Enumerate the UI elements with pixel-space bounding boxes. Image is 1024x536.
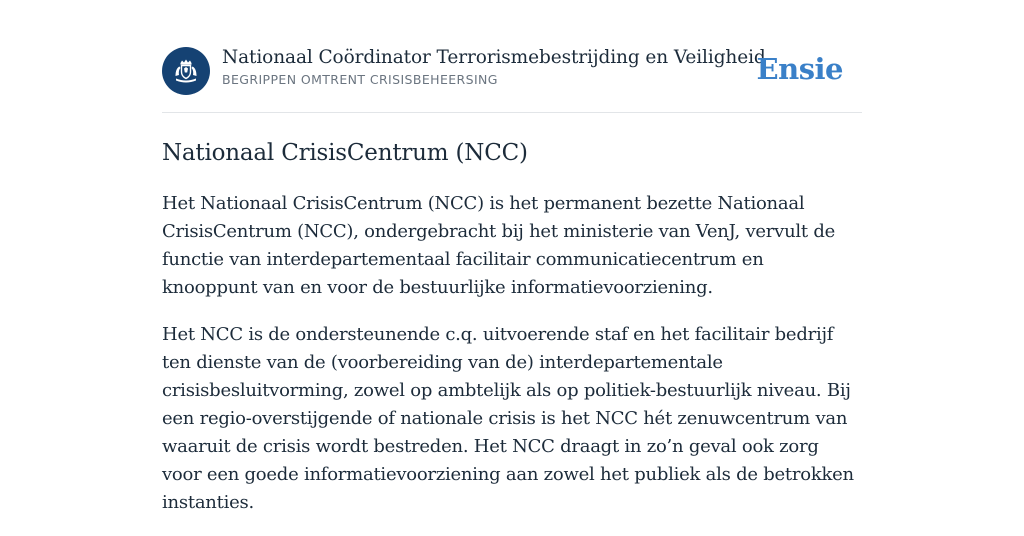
organization-logo[interactable] [162,47,210,95]
header [162,0,862,113]
definition-body [162,190,862,536]
definition-paragraph: Het NCC is de ondersteunende c.q. uitvoerende staf en het facilitair bedrijf ten dienste van de (voorbereiding van de) interdepartementale crisisbesluitvorming, zowel op ambtelijk als op politiek-bestuurlijk niveau. Bij een regio-overstijgende of nationale crisis is het NCC hét zenuwcentrum van waaruit de crisis wordt bestreden. Het NCC draagt in zo’n geval ook zorg voor een goede informatievoorziening aan zowel het publiek als de betrokken instanties. [162,324,854,513]
organization-info [222,45,766,89]
term-title: Nationaal CrisisCentrum (NCC) [162,140,528,166]
definition-paragraph: Het Nationaal CrisisCentrum (NCC) is het permanent bezette Nationaal CrisisCentrum (NCC), ondergebracht bij het ministerie van VenJ, vervult de functie van interdepartementaal facilitair communicatiecentrum en knooppunt van en voor de bestuurlijke informatievoorziening. [162,193,836,298]
coat-of-arms-icon [169,54,203,88]
glossary-subtitle: BEGRIPPEN OMTRENT CRISISBEHEERSING [222,72,498,87]
page [162,0,862,513]
ensie-logo[interactable]: Ensie [756,52,843,86]
organization-name[interactable]: Nationaal Coördinator Terrorismebestrijding en Veiligheid [222,47,766,68]
